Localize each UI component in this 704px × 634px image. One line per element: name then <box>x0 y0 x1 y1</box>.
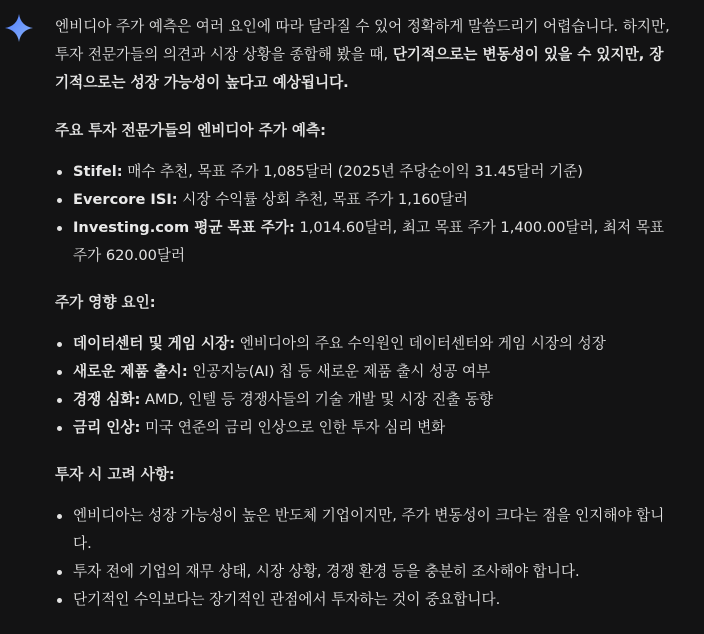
item-text: 엔비디아의 주요 수익원인 데이터센터와 게임 시장의 성장 <box>235 335 606 352</box>
item-label: Evercore ISI: <box>73 191 178 208</box>
section-heading-expert-forecasts: 주요 투자 전문가들의 엔비디아 주가 예측: <box>55 122 326 139</box>
list-item <box>55 386 677 414</box>
list-item: 투자 전에 기업의 재무 상태, 시장 상황, 경쟁 환경 등을 충분히 조사해야 합니다. <box>55 558 677 586</box>
item-label: 데이터센터 및 게임 시장: <box>73 335 236 352</box>
item-text: 매수 추천, 목표 주가 1,085달러 (2025년 주당순이익 31.45달러 기준) <box>122 163 584 180</box>
item-label: 새로운 제품 출시: <box>73 363 188 380</box>
item-text: 미국 연준의 금리 인상으로 인한 투자 심리 변화 <box>140 419 446 436</box>
intro-paragraph <box>55 13 677 97</box>
item-label: 금리 인상: <box>73 419 141 436</box>
intro-emphasis: 단기적으로는 변동성이 있을 수 있지만, 장기적으로는 성장 가능성이 높다고 예상됩니다. <box>55 46 664 91</box>
gemini-sparkle-icon <box>4 13 34 43</box>
item-text: 인공지능(AI) 칩 등 새로운 제품 출시 성공 여부 <box>187 363 491 380</box>
list-item: 단기적인 수익보다는 장기적인 관점에서 투자하는 것이 중요합니다. <box>55 586 677 614</box>
item-text: AMD, 인텔 등 경쟁사들의 기술 개발 및 시장 진출 동향 <box>140 391 494 408</box>
response-body <box>55 13 677 614</box>
list-item <box>55 330 677 358</box>
item-label: Stifel: <box>73 163 123 180</box>
section-heading-investment-considerations: 투자 시 고려 사항: <box>55 466 175 483</box>
list-item <box>55 358 677 386</box>
list-item: 엔비디아는 성장 가능성이 높은 반도체 기업이지만, 주가 변동성이 크다는 점을 인지해야 합니다. <box>55 502 677 558</box>
item-label: 경쟁 심화: <box>73 391 141 408</box>
investment-consideration-list <box>55 502 677 614</box>
item-label: Investing.com 평균 목표 주가: <box>73 219 295 236</box>
item-text: 1,014.60달러, 최고 목표 주가 1,400.00달러, 최저 목표 주가 620.00달러 <box>73 219 664 264</box>
price-factor-list <box>55 330 677 442</box>
intro-text: 엔비디아 주가 예측은 여러 요인에 따라 달라질 수 있어 정확하게 말씀드리기 어렵습니다. 하지만, 투자 전문가들의 의견과 시장 상황을 종합해 봤을 때, <box>55 18 670 63</box>
list-item <box>55 158 677 186</box>
section-heading-price-factors: 주가 영향 요인: <box>55 294 156 311</box>
list-item <box>55 186 677 214</box>
list-item <box>55 414 677 442</box>
expert-forecast-list <box>55 158 677 270</box>
list-item <box>55 214 677 270</box>
item-text: 시장 수익률 상회 추천, 목표 주가 1,160달러 <box>177 191 468 208</box>
